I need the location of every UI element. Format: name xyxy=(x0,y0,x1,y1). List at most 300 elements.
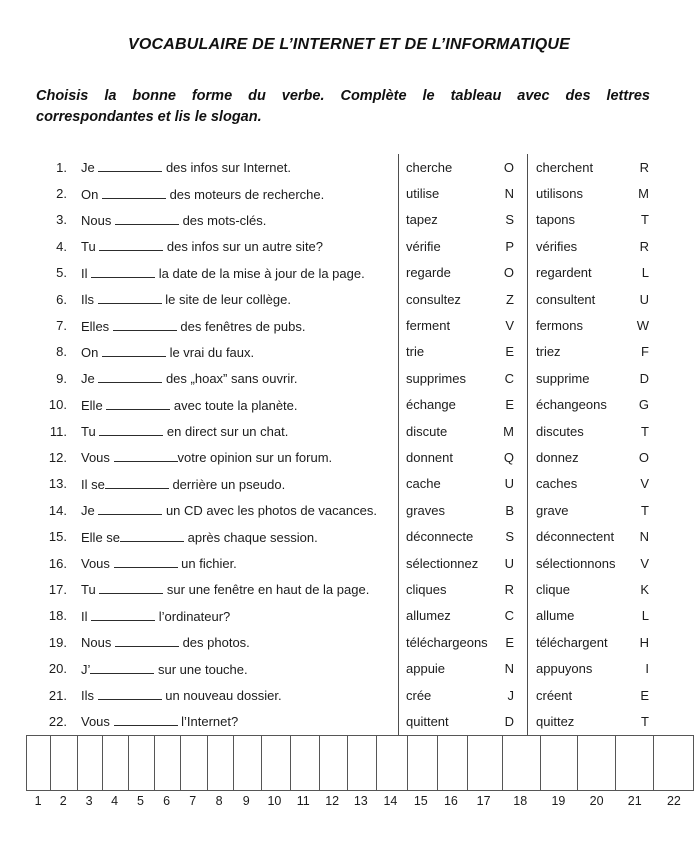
verb-option-1[interactable] xyxy=(398,180,527,206)
blank-line[interactable] xyxy=(91,608,155,621)
table-row xyxy=(40,392,660,418)
verb-1-label: ferment xyxy=(406,318,451,334)
blank-line[interactable] xyxy=(114,555,178,568)
table-row xyxy=(40,497,660,523)
verb-1-letter: U xyxy=(504,555,514,571)
table-row xyxy=(40,339,660,365)
verb-option-1[interactable] xyxy=(398,603,527,629)
sentence xyxy=(72,344,398,360)
row-number: 6. xyxy=(56,291,67,307)
answer-box[interactable] xyxy=(438,736,468,790)
table-row xyxy=(40,682,660,708)
answer-box[interactable] xyxy=(103,736,129,790)
verb-option-1[interactable] xyxy=(398,576,527,602)
verb-1-label: trie xyxy=(406,344,425,360)
sentence-after: la date de la mise à jour de la page. xyxy=(155,265,365,281)
answer-box[interactable] xyxy=(129,736,155,790)
verb-option-2[interactable] xyxy=(527,576,660,602)
blank-line[interactable] xyxy=(98,291,162,304)
sentence-before: Tu xyxy=(81,424,100,440)
verb-1-label: vérifie xyxy=(406,238,441,254)
sentence-before: Il se xyxy=(81,476,105,492)
answer-box[interactable] xyxy=(348,736,377,790)
box-number: 11 xyxy=(296,793,310,808)
verb-option-1[interactable] xyxy=(398,682,527,708)
verb-option-2[interactable] xyxy=(527,708,660,734)
box-number: 5 xyxy=(137,793,144,808)
answer-box[interactable] xyxy=(320,736,349,790)
verb-2-label: appuyons xyxy=(536,661,593,677)
verb-2-label: consultent xyxy=(536,291,596,307)
verb-2-letter: N xyxy=(639,529,649,545)
sentence-before: Il xyxy=(81,265,92,281)
verb-2-letter: V xyxy=(640,555,649,571)
answer-box[interactable] xyxy=(234,736,262,790)
sentence xyxy=(72,238,398,254)
instructions xyxy=(36,86,650,128)
verb-option-1[interactable] xyxy=(398,550,527,576)
verb-2-letter: V xyxy=(640,476,649,492)
verb-option-2[interactable] xyxy=(527,180,660,206)
table-row xyxy=(40,286,660,312)
table-row xyxy=(40,708,660,734)
sentence xyxy=(72,449,398,465)
row-number: 20. xyxy=(48,661,67,677)
verb-2-label: déconnectent xyxy=(536,529,615,545)
verb-option-1[interactable] xyxy=(398,365,527,391)
verb-2-label: tapons xyxy=(536,212,576,228)
verb-option-1[interactable] xyxy=(398,444,527,470)
blank-line[interactable] xyxy=(99,238,163,251)
row-number: 5. xyxy=(56,265,67,281)
sentence xyxy=(72,186,398,202)
box-number: 16 xyxy=(443,793,458,808)
verb-2-letter: O xyxy=(638,449,649,465)
verb-2-label: triez xyxy=(536,344,561,360)
verb-1-label: cache xyxy=(406,476,441,492)
sentence-after: en direct sur un chat. xyxy=(163,424,289,440)
verb-option-2[interactable] xyxy=(527,392,660,418)
sentence-after: des photos. xyxy=(178,635,250,651)
box-number: 20 xyxy=(589,793,604,808)
sentence-before: Elle xyxy=(81,397,107,413)
verb-1-label: allumez xyxy=(406,608,451,624)
verb-1-letter: N xyxy=(504,661,514,677)
verb-1-letter: E xyxy=(505,397,514,413)
verb-option-2[interactable] xyxy=(527,207,660,233)
answer-box[interactable] xyxy=(291,736,320,790)
verb-1-letter: E xyxy=(505,344,514,360)
row-number: 14. xyxy=(48,502,67,518)
verb-option-2[interactable] xyxy=(527,682,660,708)
verb-2-letter: M xyxy=(638,186,649,202)
verb-2-letter: K xyxy=(640,581,649,597)
box-number: 6 xyxy=(163,793,171,808)
row-number: 9. xyxy=(56,370,67,386)
answer-box[interactable] xyxy=(155,736,181,790)
sentence-after: des mots-clés. xyxy=(178,212,267,228)
page-title: VOCABULAIRE DE L’INTERNET ET DE L’INFORMATIQUE xyxy=(127,36,571,53)
table-row xyxy=(40,523,660,549)
verb-option-1[interactable] xyxy=(398,471,527,497)
verb-2-letter: T xyxy=(641,212,649,228)
blank-line[interactable] xyxy=(114,713,178,726)
answer-box[interactable] xyxy=(503,736,541,790)
sentence-after: après chaque session. xyxy=(184,529,318,545)
sentence xyxy=(72,212,398,228)
verb-option-1[interactable] xyxy=(398,260,527,286)
table-row xyxy=(40,550,660,576)
table-row xyxy=(40,180,660,206)
row-number: 8. xyxy=(56,344,67,360)
verb-2-label: supprime xyxy=(536,370,590,386)
table-row xyxy=(40,365,660,391)
sentence xyxy=(72,397,398,413)
table-row xyxy=(40,207,660,233)
sentence xyxy=(72,318,398,334)
verb-2-letter: L xyxy=(641,265,649,281)
sentence xyxy=(72,581,398,597)
instructions-line-2: correspondantes et lis le slogan. xyxy=(36,109,262,125)
answer-box[interactable] xyxy=(181,736,207,790)
row-number: 17. xyxy=(48,581,67,597)
blank-line[interactable] xyxy=(98,370,162,383)
box-number: 14 xyxy=(383,793,398,808)
sentence-before: Ils xyxy=(81,688,98,703)
verb-2-letter: R xyxy=(639,238,649,254)
verb-table xyxy=(40,154,660,735)
table-row xyxy=(40,312,660,338)
answer-box[interactable] xyxy=(408,736,438,790)
box-number: 19 xyxy=(551,793,566,808)
sentence-after: derrière un pseudo. xyxy=(168,476,286,492)
sentence-before: Vous xyxy=(81,450,114,466)
verb-2-letter: F xyxy=(641,344,649,360)
sentence-before: Ils xyxy=(81,292,98,308)
verb-1-letter: B xyxy=(505,502,514,518)
answer-box[interactable] xyxy=(541,736,579,790)
sentence-before: On xyxy=(81,186,102,202)
verb-option-1[interactable] xyxy=(398,523,527,549)
verb-option-2[interactable] xyxy=(527,471,660,497)
blank-line[interactable] xyxy=(90,661,154,674)
table-row xyxy=(40,655,660,681)
sentence-after: des fenêtres de pubs. xyxy=(176,318,306,334)
box-number: 10 xyxy=(267,793,282,808)
box-number: 1 xyxy=(34,793,42,808)
row-number: 7. xyxy=(56,318,67,334)
sentence xyxy=(72,634,398,650)
blank-line[interactable] xyxy=(98,159,162,172)
verb-option-2[interactable] xyxy=(527,655,660,681)
sentence-after: des infos sur un autre site? xyxy=(163,239,324,255)
verb-1-label: consultez xyxy=(406,291,461,307)
blank-line[interactable] xyxy=(98,687,162,700)
verb-1-letter: Z xyxy=(506,291,514,307)
verb-2-letter: T xyxy=(641,423,649,439)
blank-line[interactable] xyxy=(115,212,179,225)
verb-1-letter: E xyxy=(505,634,514,650)
blank-line[interactable] xyxy=(99,581,163,594)
sentence xyxy=(72,661,398,677)
blank-line[interactable] xyxy=(113,318,177,331)
verb-1-label: échange xyxy=(406,397,456,413)
blank-line[interactable] xyxy=(91,265,155,278)
verb-1-label: appuie xyxy=(406,661,446,677)
verb-option-1[interactable] xyxy=(398,339,527,365)
sentence-after: un CD avec les photos de vacances. xyxy=(162,503,377,519)
sentence-before: Elles xyxy=(81,318,113,334)
verb-option-2[interactable] xyxy=(527,603,660,629)
sentence-after: sur une touche. xyxy=(154,661,248,677)
sentence-after: l’Internet? xyxy=(177,714,239,730)
verb-2-label: clique xyxy=(536,581,570,597)
verb-1-label: crée xyxy=(406,687,432,703)
sentence-before: Tu xyxy=(81,239,100,255)
verb-option-2[interactable] xyxy=(527,523,660,549)
sentence-after: avec toute la planète. xyxy=(170,397,298,413)
verb-2-letter: H xyxy=(639,634,649,650)
answer-box[interactable] xyxy=(27,736,51,790)
sentence xyxy=(72,687,398,703)
sentence-before: Tu xyxy=(81,582,100,598)
verb-1-letter: U xyxy=(504,476,514,492)
verb-1-letter: R xyxy=(504,581,514,597)
sentence xyxy=(72,159,398,175)
verb-1-label: supprimes xyxy=(406,370,466,386)
verb-option-1[interactable] xyxy=(398,708,527,734)
sentence-after: le vrai du faux. xyxy=(165,344,255,360)
verb-2-letter: T xyxy=(641,713,649,729)
table-row xyxy=(40,629,660,655)
row-number: 3. xyxy=(56,212,67,228)
verb-2-label: vérifies xyxy=(536,238,578,254)
verb-2-letter: R xyxy=(639,159,649,175)
verb-option-1[interactable] xyxy=(398,207,527,233)
verb-1-label: graves xyxy=(406,502,446,518)
sentence-before: Je xyxy=(81,371,99,387)
verb-1-label: tapez xyxy=(406,212,438,228)
blank-line[interactable] xyxy=(105,476,169,489)
verb-option-2[interactable] xyxy=(527,339,660,365)
blank-line[interactable] xyxy=(98,502,162,515)
answer-box[interactable] xyxy=(616,736,654,790)
verb-option-2[interactable] xyxy=(527,444,660,470)
verb-2-letter: L xyxy=(641,608,649,624)
sentence-after: des infos sur Internet. xyxy=(162,160,291,176)
row-number: 4. xyxy=(56,238,67,254)
box-number: 15 xyxy=(413,793,428,808)
row-number: 18. xyxy=(48,608,67,624)
verb-1-label: regarde xyxy=(406,265,451,281)
box-number: 9 xyxy=(242,793,250,808)
sentence xyxy=(72,555,398,571)
box-number: 3 xyxy=(85,793,93,808)
verb-option-2[interactable] xyxy=(527,260,660,286)
sentence-after: votre opinion sur un forum. xyxy=(177,450,333,466)
row-number: 16. xyxy=(48,555,67,571)
answer-box[interactable] xyxy=(78,736,104,790)
verb-option-2[interactable] xyxy=(527,629,660,655)
blank-line[interactable] xyxy=(115,634,179,647)
box-number: 22 xyxy=(666,793,681,808)
verb-2-label: caches xyxy=(536,476,578,492)
verb-1-letter: S xyxy=(505,212,514,228)
verb-option-1[interactable] xyxy=(398,392,527,418)
row-number: 15. xyxy=(48,529,67,545)
verb-option-2[interactable] xyxy=(527,550,660,576)
verb-2-label: cherchent xyxy=(536,159,594,175)
row-number: 13. xyxy=(48,476,67,492)
verb-2-label: quittez xyxy=(536,713,575,729)
verb-1-letter: V xyxy=(505,318,514,334)
verb-1-label: utilise xyxy=(406,186,440,202)
row-number: 22. xyxy=(48,713,67,729)
answer-box[interactable] xyxy=(51,736,77,790)
verb-option-1[interactable] xyxy=(398,629,527,655)
table-row xyxy=(40,471,660,497)
row-number: 19. xyxy=(48,634,67,650)
table-row xyxy=(40,444,660,470)
row-number: 11. xyxy=(49,423,67,439)
sentence-before: Je xyxy=(81,503,99,519)
blank-line[interactable] xyxy=(102,186,166,199)
verb-1-letter: C xyxy=(504,370,514,386)
verb-2-letter: I xyxy=(645,661,649,677)
sentence-before: Nous xyxy=(81,212,115,228)
answer-box[interactable] xyxy=(377,736,408,790)
verb-1-letter: P xyxy=(505,238,514,254)
verb-option-1[interactable] xyxy=(398,418,527,444)
blank-line[interactable] xyxy=(102,344,166,357)
verb-2-label: allume xyxy=(536,608,575,624)
verb-option-2[interactable] xyxy=(527,154,660,180)
sentence-before: Vous xyxy=(81,556,114,572)
table-row xyxy=(40,576,660,602)
verb-1-letter: J xyxy=(507,687,514,703)
answer-box[interactable] xyxy=(654,736,693,790)
sentence-before: J’ xyxy=(81,661,91,677)
answer-box[interactable] xyxy=(208,736,235,790)
box-number: 21 xyxy=(627,793,642,808)
verb-1-label: cliques xyxy=(406,581,447,597)
blank-line[interactable] xyxy=(114,449,178,462)
verb-1-letter: Q xyxy=(503,449,514,465)
verb-2-label: donnez xyxy=(536,449,579,465)
sentence-after: des „hoax” sans ouvrir. xyxy=(162,371,298,387)
verb-2-label: sélectionnons xyxy=(536,555,616,571)
box-number: 7 xyxy=(189,793,197,808)
box-number: 12 xyxy=(325,793,340,808)
sentence-after: des moteurs de recherche. xyxy=(165,186,325,202)
verb-option-2[interactable] xyxy=(527,497,660,523)
answer-box[interactable] xyxy=(578,736,616,790)
answer-box[interactable] xyxy=(468,736,503,790)
verb-1-letter: O xyxy=(503,159,514,175)
verb-option-2[interactable] xyxy=(527,233,660,259)
verb-2-label: regardent xyxy=(536,265,592,281)
verb-option-2[interactable] xyxy=(527,286,660,312)
verb-option-1[interactable] xyxy=(398,312,527,338)
verb-option-2[interactable] xyxy=(527,365,660,391)
verb-1-label: quittent xyxy=(406,713,449,729)
sentence-after: un nouveau dossier. xyxy=(161,688,282,703)
box-number: 4 xyxy=(111,793,119,808)
verb-2-letter: W xyxy=(636,318,649,334)
row-number: 10. xyxy=(48,397,67,413)
verb-option-2[interactable] xyxy=(527,312,660,338)
sentence xyxy=(72,608,398,624)
instructions-line-1: Choisis la bonne forme du verbe. Complète le tableau avec des lettres xyxy=(36,88,650,104)
verb-option-2[interactable] xyxy=(527,418,660,444)
verb-option-1[interactable] xyxy=(398,286,527,312)
sentence xyxy=(72,423,398,439)
verb-1-label: sélectionnez xyxy=(406,555,479,571)
verb-2-label: fermons xyxy=(536,318,583,334)
verb-1-label: déconnecte xyxy=(406,529,474,545)
sentence-before: Vous xyxy=(81,714,114,730)
verb-1-letter: M xyxy=(503,423,514,439)
blank-line[interactable] xyxy=(106,397,170,410)
verb-2-label: créent xyxy=(536,687,573,703)
sentence-after: un fichier. xyxy=(177,556,237,572)
verb-2-letter: U xyxy=(639,291,649,307)
verb-1-label: téléchargeons xyxy=(406,634,488,650)
box-number: 18 xyxy=(513,793,528,808)
table-row xyxy=(40,233,660,259)
sentence xyxy=(72,713,398,729)
verb-2-label: grave xyxy=(536,502,569,518)
verb-1-letter: D xyxy=(504,713,514,729)
sentence xyxy=(72,291,398,307)
box-number: 17 xyxy=(476,793,491,808)
verb-1-letter: N xyxy=(504,186,514,202)
sentence-after: le site de leur collège. xyxy=(161,292,291,308)
box-number: 13 xyxy=(353,793,368,808)
row-number: 12. xyxy=(48,449,67,465)
sentence-after: sur une fenêtre en haut de la page. xyxy=(163,582,370,598)
table-row xyxy=(40,260,660,286)
sentence xyxy=(72,502,398,518)
answer-box[interactable] xyxy=(262,736,291,790)
verb-option-1[interactable] xyxy=(398,154,527,180)
table-row xyxy=(40,603,660,629)
verb-option-1[interactable] xyxy=(398,497,527,523)
verb-1-letter: S xyxy=(505,529,514,545)
verb-1-letter: O xyxy=(503,265,514,281)
verb-1-letter: C xyxy=(504,608,514,624)
sentence xyxy=(72,529,398,545)
table-row xyxy=(40,154,660,180)
sentence-before: Nous xyxy=(81,635,115,651)
verb-2-label: utilisons xyxy=(536,186,583,202)
sentence-before: Il xyxy=(81,608,92,624)
blank-line[interactable] xyxy=(99,423,163,436)
verb-option-1[interactable] xyxy=(398,233,527,259)
row-number: 21. xyxy=(48,687,67,703)
answer-box-numbers xyxy=(26,794,694,808)
row-number: 1. xyxy=(56,159,67,175)
verb-1-label: discute xyxy=(406,423,448,439)
blank-line[interactable] xyxy=(120,529,184,542)
sentence xyxy=(72,476,398,492)
sentence-before: On xyxy=(81,344,102,360)
sentence-after: l’ordinateur? xyxy=(155,608,231,624)
verb-option-1[interactable] xyxy=(398,655,527,681)
verb-2-letter: T xyxy=(641,502,649,518)
verb-1-label: cherche xyxy=(406,159,453,175)
answer-boxes-strip xyxy=(26,735,694,791)
